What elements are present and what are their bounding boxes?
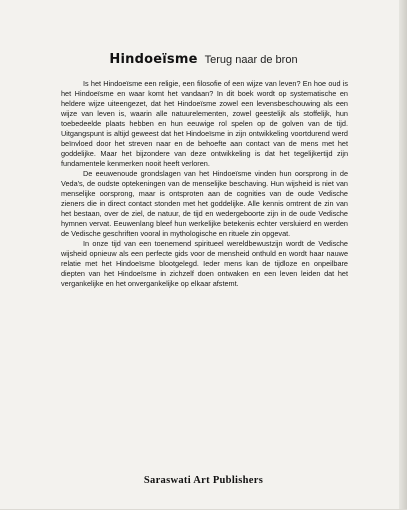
blurb-paragraph-3: In onze tijd van een toenemend spiritueel wereldbewustzijn wordt de Vedische wijsheid opnieuw als een perfecte gids voor de mensheid onthuld en wordt haar nauwe relatie met het Hindoeïsme blootgelegd. Ieder mens kan de tijdloze en onpeilbare diepten van het Hindoeïsme in zichzelf doen ontwaken en een leven leiden dat het vergankelijke en het onvergankelijke op elkaar afstemt.	[61, 239, 348, 288]
book-subtitle: Terug naar de bron	[204, 54, 298, 66]
blurb-paragraph-2: De eeuwenoude grondslagen van het Hindoeïsme vinden hun oorsprong in de Veda's, de oudste optekeningen van de menselijke beschaving. Hun wijsheid is niet van menselijke oorsprong, maar is ontsproten aan de cognities van de oude Vedische zieners die in direct contact stonden met het goddelijke. Alle kennis omtrent de zin van het bestaan, over de ziel, de natuur, de tijd en wedergeboorte zijn in de oude Vedische hymnen vervat. Eeuwenlang bleef hun werkelijke betekenis echter versluierd en werden de Vedische geschriften vooral in mythologische en rituele zin opgevat.	[61, 169, 348, 238]
publisher-name: Saraswati Art Publishers	[143, 475, 264, 486]
book-title: Hindoeïsme	[109, 52, 198, 67]
title-row	[0, 50, 407, 68]
page-edge-bottom	[0, 509, 407, 524]
blurb-paragraph-1: Is het Hindoeïsme een religie, een filosofie of een wijze van leven? En hoe oud is het Hindoeïsme en waar komt het vandaan? In dit boek wordt op systematische en heldere wijze uiteengezet, dat het Hindoeïsme zowel een levensbeschouwing als een wijze van leven is, waarin alle natuurelementen, zowel geestelijk als stoffelijk, hun toebedeelde plaats hebben en hun eeuwige rol spelen op de golven van de tijd. Uitgangspunt is altijd geweest dat het Hindoeïsme in zijn ontwikkeling voortdurend werd beïnvloed door het streven naar en de behoefte aan contact van de mens met het goddelijke. Maar het bijzondere van deze ontwikkeling is dat het tegelijkertijd zijn fundamentele kenmerken nooit heeft verloren.	[61, 79, 348, 168]
page-edge-right	[399, 0, 407, 524]
blurb-text	[61, 79, 348, 289]
